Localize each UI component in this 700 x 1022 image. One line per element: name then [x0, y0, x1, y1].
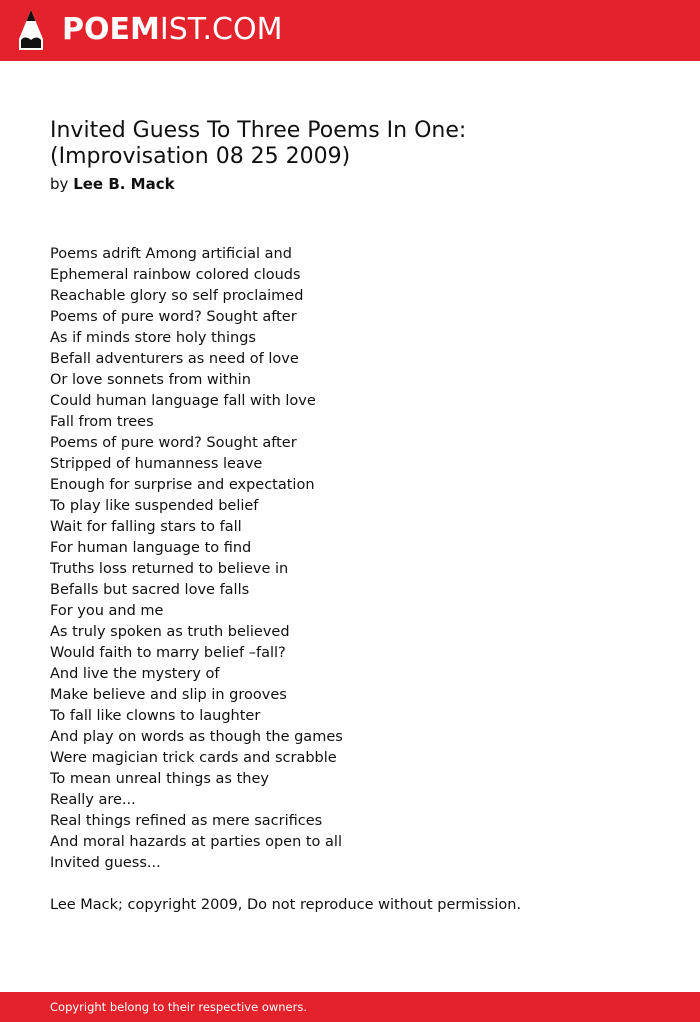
- poem-line: Fall from trees: [50, 414, 154, 430]
- poem-line: Befall adventurers as need of love: [50, 351, 299, 367]
- poem-line: As truly spoken as truth believed: [50, 624, 290, 640]
- pencil-tip-icon: [18, 9, 44, 51]
- poem-line: And moral hazards at parties open to all: [50, 834, 342, 850]
- poem-line: Make believe and slip in grooves: [50, 687, 287, 703]
- poem-line: Ephemeral rainbow colored clouds: [50, 267, 301, 283]
- byline: [50, 175, 175, 193]
- poem-line: Wait for falling stars to fall: [50, 519, 242, 535]
- poem-line: To fall like clowns to laughter: [50, 708, 261, 724]
- poem-line: Befalls but sacred love falls: [50, 582, 250, 598]
- poem-body: [50, 244, 650, 874]
- poem-line: Poems of pure word? Sought after: [50, 309, 297, 325]
- poem-line: Poems adrift Among artificial and: [50, 246, 292, 262]
- site-footer: [0, 992, 700, 1022]
- poem-line: Reachable glory so self proclaimed: [50, 288, 304, 304]
- poem-line: Or love sonnets from within: [50, 372, 251, 388]
- poem-line: For human language to find: [50, 540, 252, 556]
- logo-light-text: IST.COM: [159, 12, 283, 47]
- site-header: [0, 0, 700, 61]
- poem-line: Would faith to marry belief –fall?: [50, 645, 286, 661]
- poem-title-line-1: Invited Guess To Three Poems In One:: [50, 118, 467, 143]
- logo-bold-text: POEM: [62, 12, 160, 47]
- poem-line: Poems of pure word? Sought after: [50, 435, 297, 451]
- poem-line: Could human language fall with love: [50, 393, 316, 409]
- by-label: by: [50, 175, 69, 193]
- poem-title: [50, 118, 660, 170]
- site-logo[interactable]: [62, 12, 282, 48]
- poem-line: Real things refined as mere sacrifices: [50, 813, 323, 829]
- poem-line: Stripped of humanness leave: [50, 456, 263, 472]
- poem-line: To mean unreal things as they: [50, 771, 269, 787]
- poem-line: And live the mystery of: [50, 666, 220, 682]
- footer-copyright: Copyright belong to their respective owners.: [50, 1000, 308, 1014]
- author-name: Lee B. Mack: [73, 175, 175, 193]
- poem-line: And play on words as though the games: [50, 729, 343, 745]
- poem-line: To play like suspended belief: [50, 498, 259, 514]
- poem-line: Invited guess...: [50, 855, 161, 871]
- poem-line: Were magician trick cards and scrabble: [50, 750, 337, 766]
- poem-line: Really are...: [50, 792, 136, 808]
- poem-line: Truths loss returned to believe in: [50, 561, 289, 577]
- poem-title-line-2: (Improvisation 08 25 2009): [50, 144, 351, 169]
- poem-line: As if minds store holy things: [50, 330, 256, 346]
- poem-line: Enough for surprise and expectation: [50, 477, 315, 493]
- poem-line: For you and me: [50, 603, 164, 619]
- poem-copyright-note: Lee Mack; copyright 2009, Do not reproduce without permission.: [50, 897, 522, 913]
